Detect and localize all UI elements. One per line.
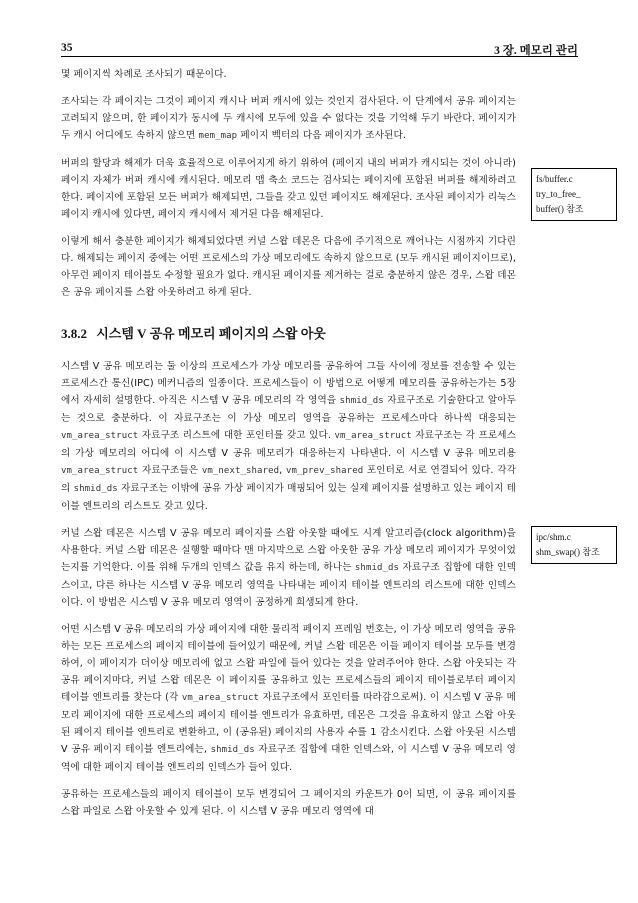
text: 자료구조는 이밖에 공유 가상 페이지가 매핑되어 있는 실제 페이지를 설명하고 있는 페이지 테이블 엔트리의 리스트도 갖고 있다. (61, 483, 516, 512)
section-number: 3.8.2 (61, 326, 87, 341)
chapter-title: 3 장. 메모리 관리 (494, 45, 578, 57)
paragraph-1: 몇 페이지씩 차례로 조사되기 때문이다. (61, 69, 227, 80)
text: 조사되는 각 페이지는 그것이 페이지 캐시나 버퍼 캐시에 있는 것인지 검사된다. 이 단계에서 공유 페이지는 고려되지 않으며, 한 페이지가 동시에 두 캐시에 모두에 있을 수 없다는 것을 기억해 두기 바란다. 페이지가 두 캐시 어디에도 속하지 않으면 (61, 96, 516, 141)
margin-note-shm (531, 526, 617, 564)
text: 자료구조로 기술한다고 알아두는 것으로 충분하다. 이 자료구조는 이 가상 메모리 영역을 공유하는 프로세스마다 하나씩 대응되는 (61, 395, 516, 424)
code-vm-area-struct: vm_area_struct (334, 431, 412, 441)
text: 페이지 벡터의 다음 페이지가 조사된다. (240, 130, 406, 141)
code-shmid-ds: shmid_ds (339, 396, 384, 406)
paragraph-7 (61, 621, 516, 776)
code-vm-area-struct: vm_area_struct (61, 431, 139, 441)
page-header (61, 40, 578, 57)
paragraph-4: 이렇게 해서 충분한 페이지가 해제되었다면 커널 스왑 데몬은 다음에 주기적으로 깨어나는 시점까지 기다린다. 해제되는 페이지 중에는 어떤 프로세스의 가상 메모리에도 속하지 않으므로 (모두 캐시된 페이지이므로), 아무런 페이지 테이블도 수정할 필요가 없다. 캐시된 페이지를 제거하는 걸로 충분하지 않은 경우, 스왑 데몬은 공유 페이지를 스왑 아웃하려고 하게 된다. (61, 236, 516, 298)
page-number: 35 (61, 42, 73, 54)
note-line: ipc/shm.c (536, 532, 571, 542)
note-line: buffer() 참조 (536, 204, 584, 214)
code-shmid-ds: shmid_ds (210, 745, 255, 755)
note-line: fs/buffer.c (536, 174, 573, 184)
note-line: try_to_free_ (536, 189, 581, 199)
text: 자료구조에서 포인터를 따라감으로써). 이 시스템 V 공유 메모리 페이지에 대한 프로세스의 페이지 테이블 엔트리가 유효하면, 데몬은 그것을 유효하지 않고 스왑 아웃된 페이지 테이블 엔트리로 변환하고, 이 (공유된) 페이지의 사용자 수를 1 감소시킨다. 스왑 아웃된 시스템 V 공유 페이지 테이블 엔트리에는, (61, 692, 517, 755)
code-vm-prev-shared: vm_prev_shared (285, 466, 364, 476)
code-vm-area-struct: vm_area_struct (61, 466, 139, 476)
paragraph-5: 시스템 V 공유 메모리는 둘 이상의 프로세스가 가상 메모리를 공유하여 그들 사이에 정보를 전송할 수 있는 프로세스간 통신(IPC) 메커니즘의 일종이다. 프로세스들이 이 방법으로 어떻게 메모리를 공유하는가는 5장에서 자세히 설명한다. 아직은 시스템 V 공유 메모리의 각 영역을 shmid_ds 자료구조로 기술한다고 알아두는 것으로 충분하다. 이 자료구조는 이 가상 메모리 영역을 공유하는 프로세스마다 하나씩 대응되는 vm_area_struct 자료구조 리스트에 대한 포인터를 갖고 있다. vm_area_struct 자료구조는 각 프로세스의 가상 메모리의 어디에 이 시스템 V 공유 메모리가 대응하는지 나타낸다. 이 시스템 V 공유 메모리용 vm_area_struct 자료구조들은 vm_next_shared, vm_prev_shared 포인터로 서로 연결되어 있다. 각각의 shmid_ds 자료구조는 이밖에 공유 가상 페이지가 매핑되어 있는 실제 페이지를 설명하고 있는 페이지 테이블 엔트리의 리스트도 갖고 있다. (61, 361, 516, 512)
text: 어떤 시스템 V 공유 메모리의 가상 페이지에 대한 물리적 페이지 프레임 번호는, 이 가상 메모리 영역을 공유하는 모든 프로세스의 페이지 테이블에 들어있기 때문에, 커널 스왑 데몬은 이들 페이지 테이블 모두를 변경하여, 이 페이지가 더이상 메모리에 없고 스왑 파일에 들어 있다는 것을 알려주어야 한다. 스왑 아웃되는 각 공유 페이지마다, 커널 스왑 데몬은 이 페이지를 공유하고 있는 프로세스들의 페이지 테이블로부터 페이지 테이블 엔트리를 찾는다 (각 (61, 624, 516, 703)
paragraph-8: 공유하는 프로세스들의 페이지 테이블이 모두 변경되어 그 페이지의 카운트가 0이 되면, 이 공유 페이지를 스왑 파일로 스왑 아웃할 수 있게 된다. 이 시스템 V 공유 메모리 영역에 대 (61, 789, 516, 817)
text: 자료구조들은 (141, 465, 199, 476)
code-vm-area-struct: vm_area_struct (181, 693, 260, 703)
paragraph-2 (61, 93, 516, 145)
section-heading (61, 323, 516, 342)
code-shmid-ds: shmid_ds (73, 484, 118, 494)
code-vm-next-shared: vm_next_shared (201, 466, 280, 476)
code-mem-map: mem_map (198, 131, 238, 141)
paragraph-6 (61, 525, 516, 611)
text: 자료구조 집합에 대한 인덱스이고, 다른 하나는 시스템 V 공유 메모리 영역을 나타내는 페이지 테이블 엔트리의 리스트에 대한 인덱스이다. 이 방법은 시스템 V 공유 메모리 영역이 공정하게 희생되게 한다. (61, 562, 516, 608)
text: 자료구조 집합에 대한 인덱스와, 이 시스템 V 공유 메모리 영역에 대한 페이지 테이블 엔트리의 인덱스가 들어 있다. (61, 744, 516, 773)
note-line: shm_swap() 참조 (536, 547, 600, 557)
text: 자료구조는 각 프로세스의 가상 메모리의 어디에 이 시스템 V 공유 메모리가 대응하는지 나타낸다. 이 시스템 V 공유 메모리용 (61, 430, 516, 459)
code-shmid-ds: shmid_ds (354, 563, 400, 573)
margin-note-buffer (531, 168, 617, 221)
section-title: 시스템 V 공유 메모리 페이지의 스왑 아웃 (96, 326, 326, 341)
text: 자료구조 리스트에 대한 포인터를 갖고 있다. (141, 430, 332, 441)
text: 시스템 V 공유 메모리는 둘 이상의 프로세스가 가상 메모리를 공유하여 그들 사이에 정보를 전송할 수 있는 프로세스간 통신(IPC) 메커니즘의 일종이다. 프로세스들이 이 방법으로 어떻게 메모리를 공유하는가는 5장에서 자세히 설명한다. 아직은 시스템 V 공유 메모리의 각 영역을 (61, 361, 516, 406)
paragraph-3: 버퍼의 할당과 해제가 더욱 효율적으로 이루어지게 하기 위하여 (페이지 내의 버퍼가 캐시되는 것이 아니라) 페이지 자체가 버퍼 캐시에 캐시된다. 메모리 맵 축소 코드는 검사되는 페이지에 포함된 버퍼를 해제하려고 한다. 페이지에 포함된 모든 버퍼가 해제되면, 그들을 갖고 있던 페이지도 해제된다. 조사된 페이지가 리눅스 페이지 캐시에 있다면, 페이지 캐시에서 제거된 다음 해제된다. (61, 158, 516, 220)
text: 커널 스왑 데몬은 시스템 V 공유 메모리 페이지를 스왑 아웃할 때에도 시계 알고리즘(clock algorithm)을 사용한다. 커널 스왑 데몬은 실행할 때마다 맨 마지막으로 스왑 아웃한 공유 가상 메모리 페이지가 무엇이었는지를 기억한다. 이를 위해 두개의 인덱스 값을 유지 하는데, 하나는 (61, 528, 516, 573)
text: 포인터로 서로 연결되어 있다. 각각의 (61, 465, 516, 494)
main-text (61, 66, 516, 830)
